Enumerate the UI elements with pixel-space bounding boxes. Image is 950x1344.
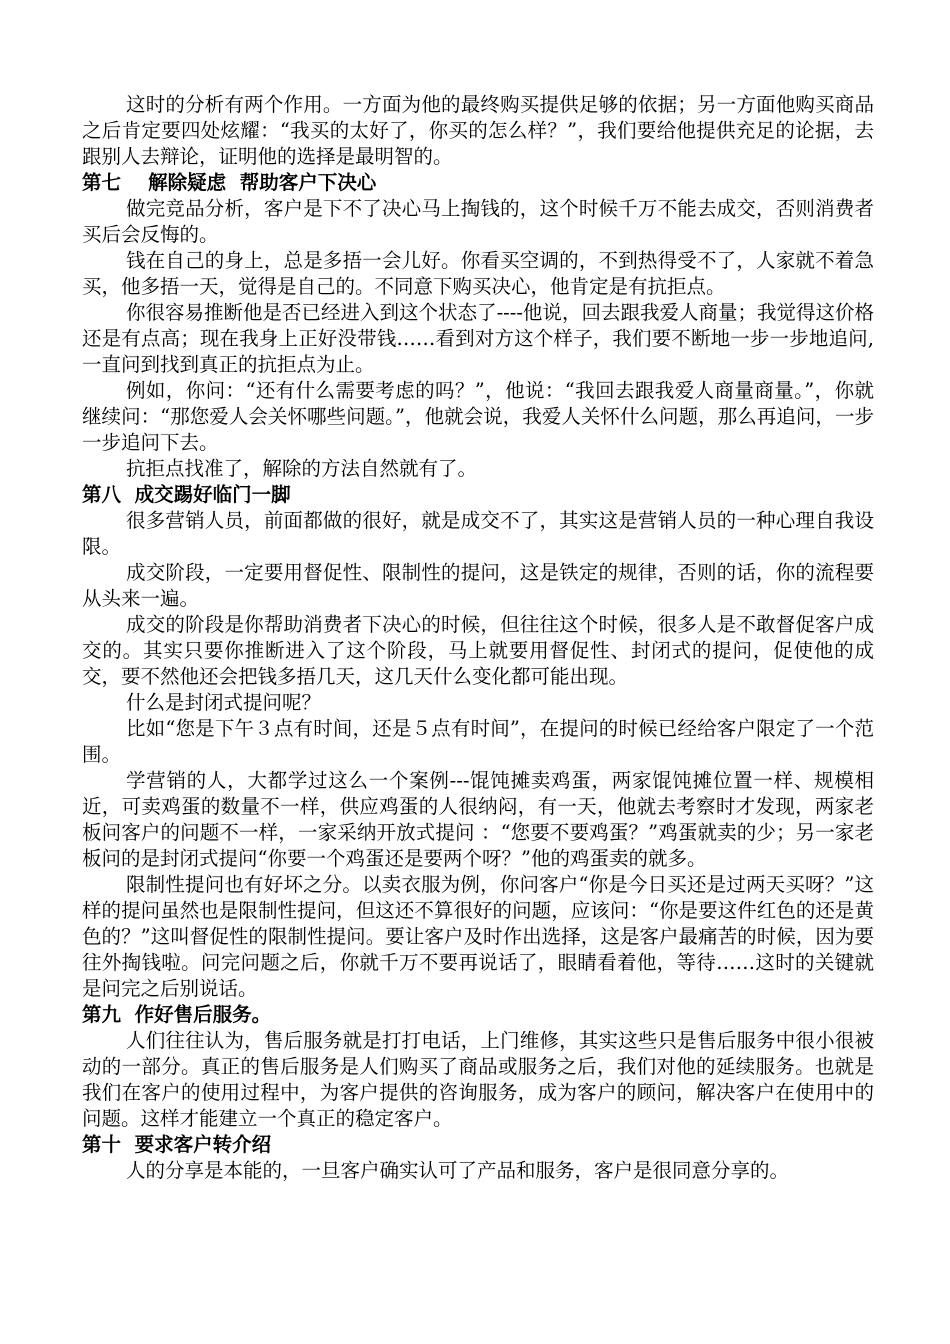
paragraph: 很多营销人员，前面都做的很好，就是成交不了，其实这是营销人员的一种心理自我设限。 bbox=[82, 509, 874, 558]
paragraph: 抗拒点找准了，解除的方法自然就有了。 bbox=[126, 457, 478, 480]
paragraph: 做完竞品分析，客户是下不了决心马上掏钱的，这个时候千万不能去成交，否则消费者买后会反悔的。 bbox=[82, 197, 874, 246]
paragraph: 比如“您是下午３点有时间，还是５点有时间”，在提问的时候已经给客户限定了一个范围。 bbox=[82, 717, 874, 766]
paragraph: 成交阶段，一定要用督促性、限制性的提问，这是铁定的规律，否则的话，你的流程要从头来一遍。 bbox=[82, 561, 874, 610]
section-heading-9: 第九 作好售后服务。 bbox=[82, 1003, 272, 1026]
paragraph: 例如，你问：“还有什么需要考虑的吗？”，他说：“我回去跟我爱人商量商量。”，你就继续问：“那您爱人会关怀哪些问题。”，他就会说，我爱人关怀什么问题，那么再追问，一步一步追问下去。 bbox=[82, 379, 874, 454]
document-page bbox=[82, 92, 874, 1184]
paragraph: 人的分享是本能的，一旦客户确实认可了产品和服务，客户是很同意分享的。 bbox=[126, 1159, 790, 1182]
section-heading-7: 第七 解除疑虑 帮助客户下决心 bbox=[82, 171, 377, 194]
paragraph: 限制性提问也有好坏之分。以卖衣服为例，你问客户“你是今日买还是过两天买呀？”这样的提问虽然也是限制性提问，但这还不算很好的问题，应该问：“你是要这件红色的还是黄色的？”这叫督促性的限制性提问。要让客户及时作出选择，这是客户最痛苦的时候，因为要往外掏钱啦。问完问题之后，你就千万不要再说话了，眼睛看着他，等待……这时的关键就是问完之后别说话。 bbox=[82, 873, 874, 1000]
paragraph: 这时的分析有两个作用。一方面为他的最终购买提供足够的依据；另一方面他购买商品之后肯定要四处炫耀：“我买的太好了，你买的怎么样？”，我们要给他提供充足的论据，去跟别人去辩论，证明他的选择是最明智的。 bbox=[82, 93, 874, 168]
section-heading-8: 第八 成交踢好临门一脚 bbox=[82, 483, 291, 506]
paragraph: 你很容易推断他是否已经进入到这个状态了----他说，回去跟我爱人商量；我觉得这价格还是有点高；现在我身上正好没带钱……看到对方这个样子，我们要不断地一步一步地追问,一直问到找到真正的抗拒点为止。 bbox=[82, 301, 874, 376]
paragraph: 钱在自己的身上，总是多捂一会儿好。你看买空调的，不到热得受不了，人家就不着急买，他多捂一天，觉得是自己的。不同意下购买决心，他肯定是有抗拒点。 bbox=[82, 249, 874, 298]
paragraph: 学营销的人，大都学过这么一个案例---馄饨摊卖鸡蛋，两家馄饨摊位置一样、规模相近，可卖鸡蛋的数量不一样，供应鸡蛋的人很纳闷，有一天，他就去考察时才发现，两家老板问客户的问题不一样，一家采纳开放式提问 ：“您要不要鸡蛋？”鸡蛋就卖的少；另一家老板问的是封闭式提问“你要一个鸡蛋还是要两个呀？”他的鸡蛋卖的就多。 bbox=[82, 769, 874, 870]
paragraph: 成交的阶段是你帮助消费者下决心的时候，但往往这个时候，很多人是不敢督促客户成交的。其实只要你推断进入了这个阶段，马上就要用督促性、封闭式的提问，促使他的成交，要不然他还会把钱多捂几天，这几天什么变化都可能出现。 bbox=[82, 613, 874, 688]
paragraph: 什么是封闭式提问呢？ bbox=[126, 691, 322, 714]
paragraph: 人们往往认为，售后服务就是打打电话，上门维修，其实这些只是售后服务中很小很被动的一部分。真正的售后服务是人们购买了商品或服务之后，我们对他的延续服务。也就是我们在客户的使用过程中，为客户提供的咨询服务，成为客户的顾问，解决客户在使用中的问题。这样才能建立一个真正的稳定客户。 bbox=[82, 1029, 874, 1130]
section-heading-10: 第十 要求客户转介绍 bbox=[82, 1133, 272, 1156]
